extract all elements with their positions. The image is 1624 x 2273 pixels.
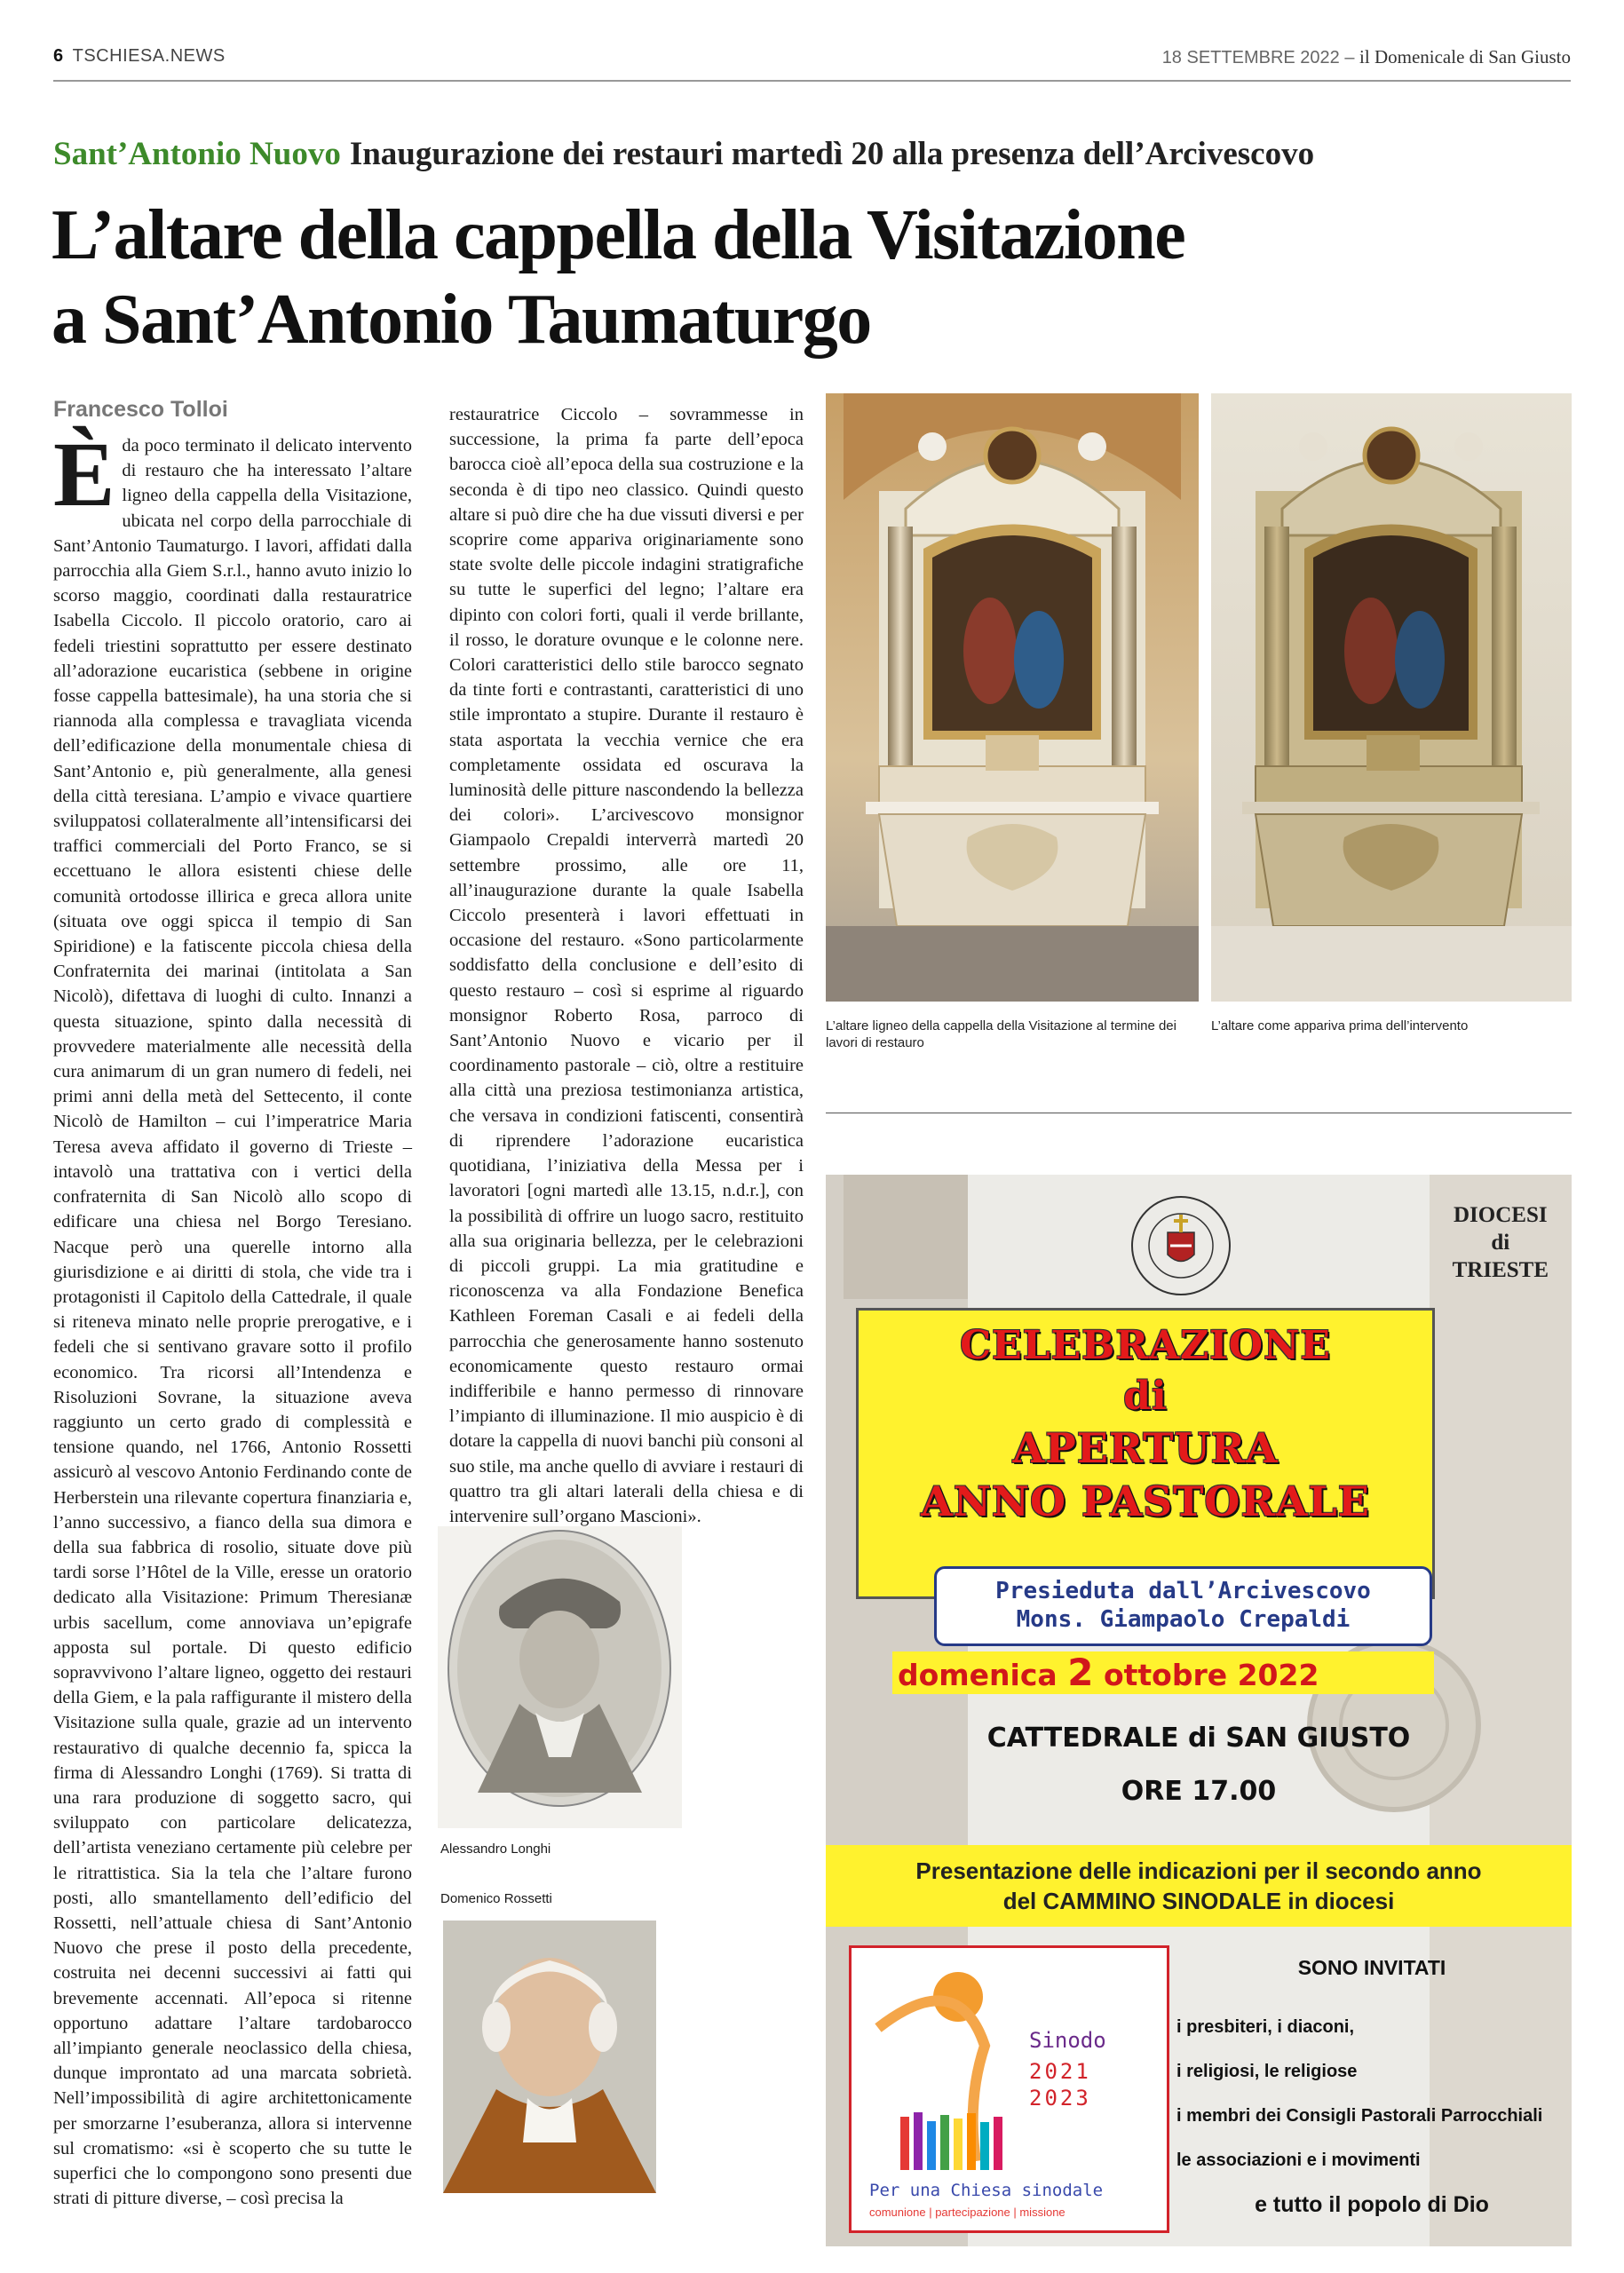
poster-title-line-2: di — [1123, 1374, 1168, 1419]
logo-year-start: 2021 — [1029, 2059, 1091, 2084]
caption-portrait-1: Alessandro Longhi — [440, 1841, 551, 1857]
column-2-text: restauratrice Ciccolo – sovrammesse in successione, la prima fa parte dell’epoca barocca cioè all’epoca della sua costruzione e la seconda è di tipo neo classico. Quindi questo altare si può dire che ha due vissuti diversi e per scoprire come appariva originariamente sono state svolte delle piccole indagini stratigrafiche su tutte le superfici del legno; l’altare era dipinto con colori forti, quali il verde brillante, il rosso, le dorature ovunque e le colonne nere. Colori caratteristici dello stile barocco segnato da tinte forti e contrastanti, caratteristici di uno stile improntato a stupire. Durante il restauro è stata asportata la vecchia vernice che era completamente ossidata ed oscurava la luminosità delle pitture nascondendo la bellezza dei colori». L’arcivescovo monsignor Giampaolo Crepaldi interverrà martedì 20 settembre prossimo, alle ore 11, all’inaugurazione durante la quale Isabella Ciccolo presenterà i lavori effettuati in occasione del restauro. «Sono particolarmente soddisfatto della conclusione e dell’esito di questo restauro – così si esprime al riguardo monsignor Roberto Rosa, parroco di Sant’Antonio Nuovo e vicario per il coordinamento pastorale – ciò, oltre a restituire alla città una preziosa testimonianza artistica, che versava in condizioni fatiscenti, consentirà di riprendere l’adorazione eucaristica quotidiana, l’iniziativa della Messa per i lavoratori [ogni martedì alle 13.15, n.d.r.], con la possibilità di offrire un luogo sacro, restituito alla sua originaria bellezza, per le celebrazioni di piccoli gruppi. La mia gratitudine e riconoscenza va alla Fondazione Benefica Kathleen Foreman Casali e ai fedeli della parrocchia che generosamente hanno sostenuto economicamente questo restauro ormai indifferibile e hanno permesso di rinnovare l’impianto di illuminazione. Il mio auspicio è di dotare la cappella di nuovi banchi più consoni al suo stile, ma anche quello di avviare i restauri di quattro tra gli altari laterali della chiesa e di intervenire sull’organo Mascioni». — [449, 405, 804, 1526]
byline: Francesco Tolloi — [53, 397, 228, 422]
page-number: 6 — [53, 46, 64, 66]
header-rule — [53, 80, 1571, 82]
drop-cap: È — [53, 424, 115, 526]
presided-line-2: Mons. Giampaolo Crepaldi — [1016, 1606, 1351, 1633]
invited-item: le associazioni e i movimenti — [1176, 2150, 1421, 2170]
poster-title-line-3: APERTURA — [1012, 1424, 1279, 1472]
poster-title-panel — [856, 1308, 1435, 1599]
logo-year-end: 2023 — [1029, 2086, 1091, 2111]
header-separator: – — [1344, 48, 1355, 67]
invited-item: i membri dei Consigli Pastorali Parrocchiali — [1176, 2106, 1543, 2126]
date-day: 2 — [1067, 1651, 1094, 1694]
photo-altar-before-restoration — [1211, 393, 1572, 1002]
presided-by-box — [934, 1566, 1432, 1646]
headline-line-2: a Sant’Antonio Taumaturgo — [51, 281, 871, 359]
presentation-line-1: Presentazione delle indicazioni per il secondo anno — [915, 1857, 1482, 1884]
portrait-alessandro-longhi — [438, 1526, 682, 1828]
invited-last: e tutto il popolo di Dio — [1255, 2192, 1489, 2217]
invited-list — [1176, 1956, 1567, 2227]
photo-altar-after-restoration — [826, 393, 1199, 1002]
article-column-1 — [53, 424, 412, 2211]
site-name[interactable]: TSCHIESA.NEWS — [72, 46, 226, 66]
headline-line-1: L’altare della cappella della Visitazione — [51, 196, 1185, 274]
event-time: ORE 17.00 — [1121, 1776, 1277, 1807]
date-month-year: ottobre 2022 — [1103, 1658, 1319, 1692]
logo-word: Sinodo — [1029, 2028, 1106, 2053]
caption-photo-after: L’altare ligneo della cappella della Visitazione al termine dei lavori di restauro — [826, 1018, 1176, 1050]
issue-date: 18 SETTEMBRE 2022 — [1161, 48, 1340, 67]
invited-item: i religiosi, le religiose — [1176, 2062, 1358, 2081]
article-column-2 — [449, 402, 804, 1529]
presided-line-1: Presieduta dall’Arcivescovo — [995, 1578, 1371, 1604]
diocese-seal-logo — [1128, 1192, 1234, 1299]
invited-item: i presbiteri, i diaconi, — [1176, 2017, 1355, 2037]
event-poster — [826, 1175, 1572, 2246]
logo-tagline: Per una Chiesa sinodale — [869, 2181, 1104, 2200]
poster-title-line-4: ANNO PASTORALE — [921, 1477, 1370, 1525]
event-date — [892, 1651, 1434, 1694]
poster-title-line-1: CELEBRAZIONE — [960, 1323, 1331, 1368]
column-1-text: da poco terminato il delicato intervento di restauro che ha interessato l’altare ligneo della cappella della Visitazione, ubicata nel corpo della parrocchiale di Sant’Antonio Taumaturgo. I lavori, affidati dalla parrocchia alla Giem S.r.l., hanno avuto inizio lo scorso maggio, coordinati dalla restauratrice Isabella Ciccolo. Il piccolo oratorio, caro ai fedeli triestini soprattutto per essere destinato all’adorazione eucaristica (sebbene in origine fosse cappella battesimale), ha una storia che si riannoda alla complessa e travagliata vicenda dell’edificazione della monumentale chiesa di Sant’Antonio e, più generalmente, alla genesi della città teresiana. L’ampio e vivace quartiere sviluppatosi collateralmente all’intensificarsi dei traffici commerciali del Porto Franco, se si eccettuano le allora esistenti chiese delle comunità ortodosse illirica e greca allora unite (situata ove oggi spicca il tempio di San Spiridione) e la fatiscente piccola chiesa della Confraternita dei marinai (intitolata a San Nicolò), difettava di luoghi di culto. Innanzi a questa situazione, spinto dalla necessità di provvedere materialmente alle necessità della cura animarum di un gran numero di fedeli, nei primi anni della metà del Settecento, il conte Nicolò de Hamilton – cui l’imperatrice Maria Teresa aveva affidato il governo di Trieste – intavolò una trattativa con i vertici della confraternita di San Nicolò allo scopo di edificare una chiesa nel Borgo Teresiano. Nacque però una querelle intorno alla giurisdizione e ai diritti di stola, che vide tra i protagonisti il Capitolo della Cattedrale, il quale si riteneva minato nelle proprie prerogative, e i fedeli che si sentivano gravare sotto il profilo economico. Tra ricorsi all’Intendenza e Risoluzioni Sovrane, la situazione aveva raggiunto un certo grado di complessità e tensione quando, nel 1766, Antonio Rossetti assicurò al vescovo Antonio Ferdinando conte de Herberstein una rilevante copertura finanziaria e, l’anno successivo, a fianco della sua dimora e della sua fabbrica di rosolio, situate dove più tardi sorse l’Hôtel de la Ville, eresse un oratorio dedicato alla Visitazione: Primum Theresianæ urbis sacellum, come annoviava un’epigrafe apposta sul portale. Di questo edificio sopravvivono l’altare ligneo, oggetto dei restauri della Giem, e la pala raffigurante il mistero della Visitazione sulla quale, grazie ad un intervento restaurativo di qualche decennio fa, spicca la firma di Alessandro Longhi (1769). Si tratta di una rara produzione di soggetto sacro, qui sviluppato con particolare delicatezza, dell’artista veneziano certamente più celebre per le ritrattistica. Sia la tela che l’altare furono posti, allo smantellamento dell’edificio del Rossetti, nell’attuale chiesa di Sant’Antonio Nuovo che prese il posto della precedente, costruita nei decenni successivi ai fatti qui brevemente accennati. All’epoca si ritenne opportuno adattare l’altare tardobarocco all’impianto generale neoclassico della chiesa, dunque improntato ad una marcata sobrietà. Nell’impossibilità di agire architettonicamente per smorzarne l’esuberanza, allora si intervenne sul cromatismo: «si è scoperto che su tutte le superfici che lo compongono sono presenti due strati di pitture diverse, – così precisa la — [53, 436, 412, 2209]
date-weekday: domenica — [898, 1658, 1058, 1692]
caption-photo-before: L’altare come appariva prima dell’intervento — [1211, 1018, 1469, 1034]
diocese-line-1: DIOCESI — [1454, 1203, 1548, 1227]
event-location: CATTEDRALE di SAN GIUSTO — [986, 1723, 1411, 1754]
caption-portrait-2: Domenico Rossetti — [440, 1891, 552, 1906]
article-kicker — [53, 135, 1314, 173]
page-header-left — [53, 46, 226, 67]
kicker-place: Sant’Antonio Nuovo — [53, 136, 341, 172]
portrait-domenico-rossetti — [443, 1921, 656, 2193]
page-header-right — [1162, 46, 1571, 68]
invited-title: SONO INVITATI — [1297, 1956, 1446, 1979]
presentation-line-2: del CAMMINO SINODALE in diocesi — [1002, 1888, 1395, 1914]
kicker-text: Inaugurazione dei restauri martedì 20 alla presenza dell’Arcivescovo — [349, 136, 1315, 172]
article-headline — [51, 194, 1561, 362]
logo-subtitle: comunione | partecipazione | missione — [869, 2206, 1066, 2219]
synod-logo — [849, 1945, 1169, 2233]
diocese-line-2: di — [1491, 1231, 1510, 1255]
diocese-label — [1453, 1201, 1549, 1284]
diocese-line-3: TRIESTE — [1452, 1258, 1549, 1282]
presentation-banner — [826, 1845, 1572, 1927]
newspaper-name: il Domenicale di San Giusto — [1359, 46, 1571, 67]
